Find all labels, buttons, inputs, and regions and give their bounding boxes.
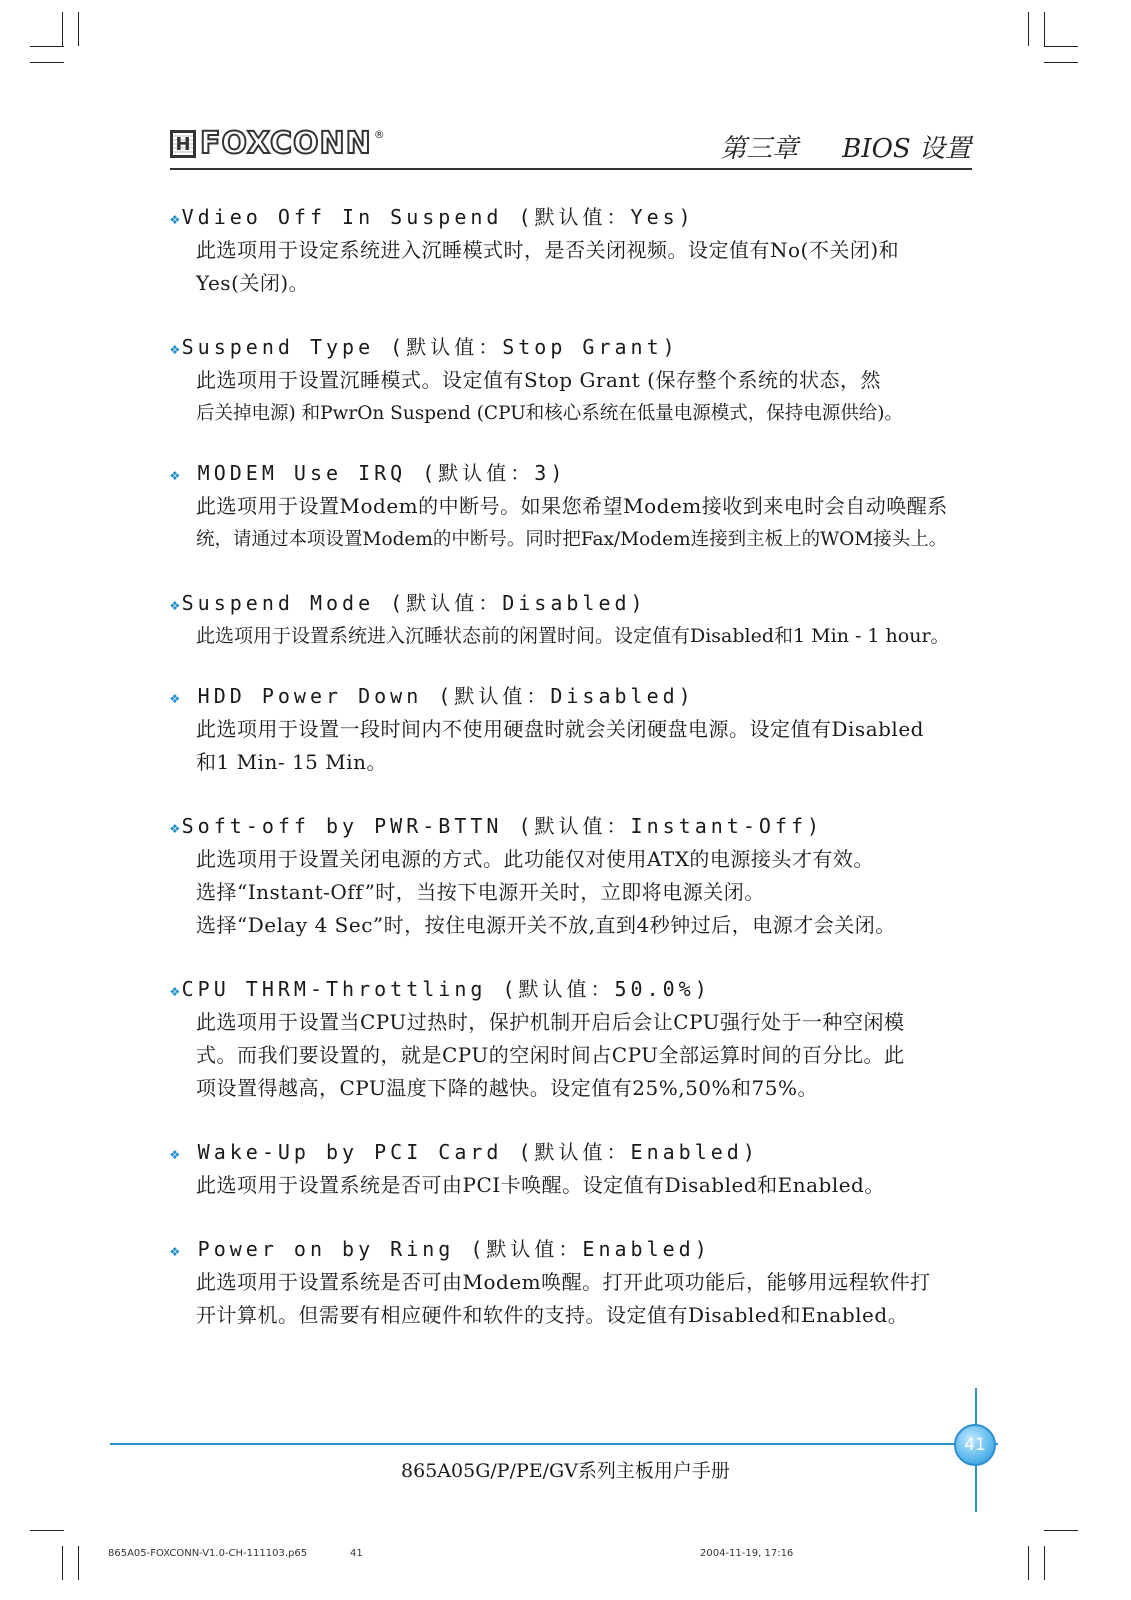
section-body: Yes(关闭)。 <box>196 271 310 295</box>
section-wake-up-by-pci-card <box>170 1137 972 1202</box>
section-body: 后关掉电源) 和PwrOn Suspend (CPU和核心系统在低量电源模式，保持电源供给)。 <box>196 403 904 424</box>
four-diamond-icon: ❖ <box>170 595 180 614</box>
section-body: 项设置得越高，CPU温度下降的越快。设定值有25%,50%和75%。 <box>196 1076 818 1100</box>
manual-title: 865A05G/P/PE/GV系列主板用户手册 <box>401 1460 730 1482</box>
section-video-off-in-suspend <box>170 202 972 300</box>
logo-mark: H <box>170 130 196 158</box>
crop-mark <box>1028 1546 1029 1580</box>
crop-mark <box>78 12 79 46</box>
section-body: 此选项用于设置一段时间内不使用硬盘时就会关闭硬盘电源。设定值有Disabled <box>196 717 924 741</box>
crop-mark <box>1044 1546 1045 1580</box>
four-diamond-icon: ❖ <box>170 818 180 837</box>
section-title: Soft-off by PWR-BTTN (默认值：Instant-Off) <box>181 814 824 838</box>
four-diamond-icon: ❖ <box>170 1241 180 1260</box>
section-body: 此选项用于设置系统进入沉睡状态前的闲置时间。设定值有Disabled和1 Min - 1 hour。 <box>196 625 950 647</box>
chapter-label: 第三章 <box>720 134 799 164</box>
four-diamond-icon: ❖ <box>170 209 180 228</box>
section-title: Vdieo Off In Suspend (默认值：Yes) <box>181 205 695 229</box>
crop-mark <box>30 62 64 63</box>
section-body: 此选项用于设置Modem的中断号。如果您希望Modem接收到来电时会自动唤醒系 <box>196 494 948 518</box>
crop-mark <box>1044 62 1078 63</box>
crop-mark <box>30 46 64 47</box>
section-body: 式。而我们要设置的，就是CPU的空闲时间占CPU全部运算时间的百分比。此 <box>196 1043 905 1067</box>
crop-mark <box>1044 46 1078 47</box>
section-hdd-power-down <box>170 681 972 779</box>
section-body: 此选项用于设置关闭电源的方式。此功能仅对使用ATX的电源接头才有效。 <box>196 847 874 871</box>
four-diamond-icon: ❖ <box>170 1144 180 1163</box>
section-cpu-thrm-throttling <box>170 974 972 1105</box>
crop-mark <box>78 1546 79 1580</box>
section-title: Suspend Mode (默认值：Disabled) <box>181 591 647 615</box>
section-title: MODEM Use IRQ (默认值：3) <box>181 461 567 485</box>
section-power-on-by-ring <box>170 1234 972 1332</box>
section-body: 和1 Min- 15 Min。 <box>196 750 388 774</box>
section-suspend-type <box>170 332 972 430</box>
section-body: 此选项用于设置系统是否可由PCI卡唤醒。设定值有Disabled和Enabled。 <box>196 1173 885 1197</box>
section-body: 选择“Instant-Off”时，当按下电源开关时，立即将电源关闭。 <box>196 880 765 904</box>
slug-page: 41 <box>350 1548 363 1559</box>
slug-date: 2004-11-19, 17:16 <box>700 1548 794 1559</box>
four-diamond-icon: ❖ <box>170 465 180 484</box>
footer-rule <box>110 1443 998 1445</box>
four-diamond-icon: ❖ <box>170 688 180 707</box>
section-soft-off-by-pwr-bttn <box>170 811 972 942</box>
logo-text: FOXCONN <box>200 126 372 161</box>
section-body: 统，请通过本项设置Modem的中断号。同时把Fax/Modem连接到主板上的WOM接头上。 <box>196 529 948 550</box>
crop-mark <box>62 12 63 46</box>
section-title: HDD Power Down (默认值：Disabled) <box>181 684 695 708</box>
page-number-badge: 41 <box>954 1424 996 1466</box>
section-suspend-mode <box>170 588 972 653</box>
slug-file: 865A05-FOXCONN-V1.0-CH-111103.p65 <box>108 1548 308 1559</box>
foxconn-logo <box>170 128 385 160</box>
crop-mark <box>62 1546 63 1580</box>
section-title: CPU THRM-Throttling (默认值：50.0%) <box>181 977 711 1001</box>
section-modem-use-irq <box>170 458 972 556</box>
crop-mark <box>1028 12 1029 46</box>
registered-mark: ® <box>373 128 385 141</box>
section-title: Power on by Ring (默认值：Enabled) <box>181 1237 711 1261</box>
section-body: 此选项用于设置系统是否可由Modem唤醒。打开此项功能后，能够用远程软件打 <box>196 1270 931 1294</box>
section-body: 开计算机。但需要有相应硬件和软件的支持。设定值有Disabled和Enabled。 <box>196 1303 909 1327</box>
page-content <box>170 202 972 1332</box>
section-title: Suspend Type (默认值：Stop Grant) <box>181 335 679 359</box>
section-title: Wake-Up by PCI Card (默认值：Enabled) <box>181 1140 759 1164</box>
crop-mark <box>1044 12 1045 46</box>
header-rule <box>170 168 972 170</box>
section-body: 此选项用于设置当CPU过热时，保护机制开启后会让CPU强行处于一种空闲模 <box>196 1010 905 1034</box>
four-diamond-icon: ❖ <box>170 981 180 1000</box>
section-body: 此选项用于设定系统进入沉睡模式时，是否关闭视频。设定值有No(不关闭)和 <box>196 238 900 262</box>
crop-mark <box>30 1530 64 1531</box>
chapter-heading <box>720 128 971 165</box>
chapter-topic: BIOS 设置 <box>842 134 971 164</box>
crop-mark <box>1044 1530 1078 1531</box>
four-diamond-icon: ❖ <box>170 339 180 358</box>
section-body: 选择“Delay 4 Sec”时，按住电源开关不放,直到4秒钟过后，电源才会关闭。 <box>196 913 896 937</box>
section-body: 此选项用于设置沉睡模式。设定值有Stop Grant (保存整个系统的状态，然 <box>196 368 881 392</box>
